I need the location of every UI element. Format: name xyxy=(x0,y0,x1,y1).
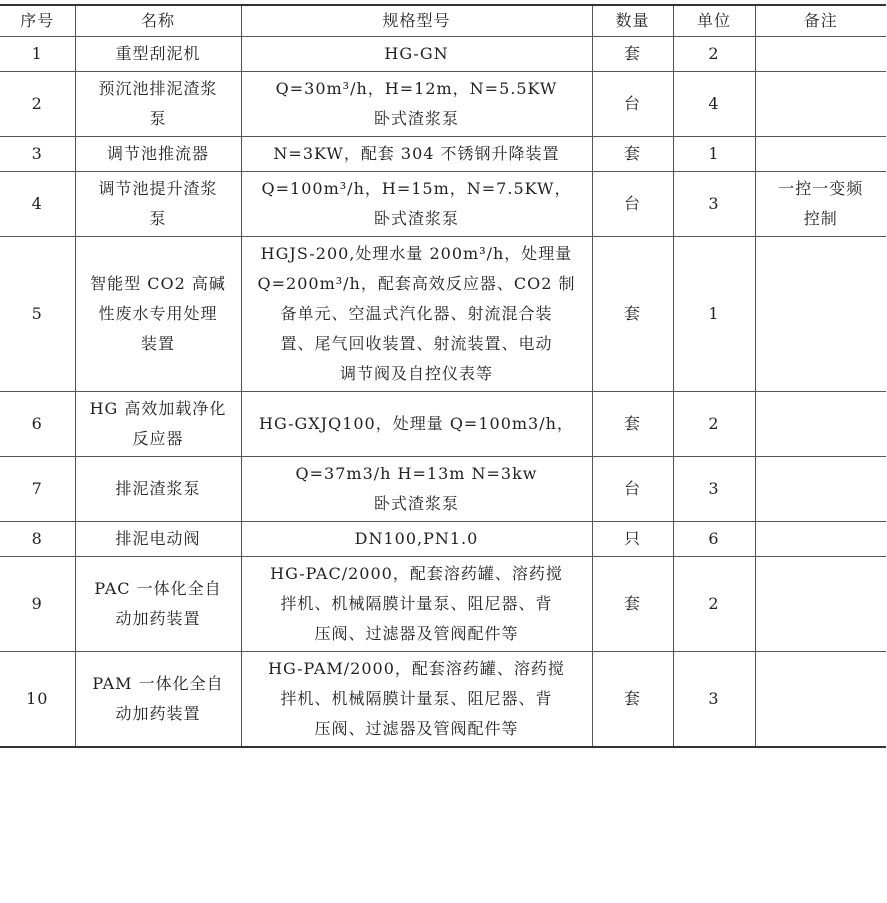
cell-name: 预沉池排泥渣浆 泵 xyxy=(75,72,241,137)
cell-spec: HG-PAC/2000，配套溶药罐、溶药搅 拌机、机械隔膜计量泵、阻尼器、背 压阀、过滤器及管阀配件等 xyxy=(241,557,592,652)
cell-spec: Q=37m3/h H=13m N=3kw 卧式渣浆泵 xyxy=(241,457,592,522)
cell-name: 重型刮泥机 xyxy=(75,37,241,72)
cell-name: PAM 一体化全自 动加药装置 xyxy=(75,652,241,748)
table-row xyxy=(0,557,886,652)
cell-remarks xyxy=(755,457,886,522)
cell-remarks xyxy=(755,392,886,457)
cell-remarks xyxy=(755,137,886,172)
cell-unit: 6 xyxy=(673,522,755,557)
table-row xyxy=(0,37,886,72)
header-spec: 规格型号 xyxy=(241,5,592,37)
cell-remarks xyxy=(755,37,886,72)
cell-name: 智能型 CO2 高碱 性废水专用处理 装置 xyxy=(75,237,241,392)
cell-unit: 2 xyxy=(673,557,755,652)
cell-index: 1 xyxy=(0,37,75,72)
cell-index: 8 xyxy=(0,522,75,557)
table-row xyxy=(0,172,886,237)
cell-quantity: 套 xyxy=(592,392,673,457)
cell-unit: 2 xyxy=(673,37,755,72)
cell-quantity: 套 xyxy=(592,237,673,392)
cell-index: 3 xyxy=(0,137,75,172)
table-row xyxy=(0,392,886,457)
header-row xyxy=(0,5,886,37)
cell-quantity: 台 xyxy=(592,457,673,522)
cell-unit: 1 xyxy=(673,137,755,172)
cell-index: 2 xyxy=(0,72,75,137)
cell-name: 排泥电动阀 xyxy=(75,522,241,557)
cell-unit: 1 xyxy=(673,237,755,392)
table-row xyxy=(0,72,886,137)
cell-unit: 3 xyxy=(673,652,755,748)
cell-name: 调节池推流器 xyxy=(75,137,241,172)
cell-spec: HGJS-200,处理水量 200m³/h，处理量 Q=200m³/h，配套高效反应器、CO2 制 备单元、空温式汽化器、射流混合装 置、尾气回收装置、射流装置、电动 调节阀及自控仪表等 xyxy=(241,237,592,392)
cell-remarks xyxy=(755,72,886,137)
cell-remarks xyxy=(755,237,886,392)
cell-unit: 3 xyxy=(673,172,755,237)
equipment-table xyxy=(0,4,886,748)
cell-spec: Q=30m³/h，H=12m，N=5.5KW 卧式渣浆泵 xyxy=(241,72,592,137)
cell-unit: 2 xyxy=(673,392,755,457)
header-name: 名称 xyxy=(75,5,241,37)
cell-remarks xyxy=(755,652,886,748)
header-unit: 单位 xyxy=(673,5,755,37)
table-row xyxy=(0,457,886,522)
cell-quantity: 只 xyxy=(592,522,673,557)
table-row xyxy=(0,237,886,392)
cell-spec: HG-GN xyxy=(241,37,592,72)
cell-remarks xyxy=(755,557,886,652)
cell-spec: HG-PAM/2000，配套溶药罐、溶药搅 拌机、机械隔膜计量泵、阻尼器、背 压阀、过滤器及管阀配件等 xyxy=(241,652,592,748)
cell-quantity: 台 xyxy=(592,172,673,237)
cell-quantity: 套 xyxy=(592,137,673,172)
cell-unit: 3 xyxy=(673,457,755,522)
header-remarks: 备注 xyxy=(755,5,886,37)
cell-spec: Q=100m³/h，H=15m，N=7.5KW， 卧式渣浆泵 xyxy=(241,172,592,237)
cell-index: 6 xyxy=(0,392,75,457)
cell-spec: DN100,PN1.0 xyxy=(241,522,592,557)
table-row xyxy=(0,137,886,172)
table-row xyxy=(0,652,886,748)
header-index: 序号 xyxy=(0,5,75,37)
cell-quantity: 套 xyxy=(592,557,673,652)
cell-quantity: 套 xyxy=(592,652,673,748)
cell-remarks: 一控一变频 控制 xyxy=(755,172,886,237)
table-row xyxy=(0,522,886,557)
cell-remarks xyxy=(755,522,886,557)
cell-name: 调节池提升渣浆 泵 xyxy=(75,172,241,237)
cell-name: PAC 一体化全自 动加药装置 xyxy=(75,557,241,652)
cell-quantity: 台 xyxy=(592,72,673,137)
cell-name: HG 高效加载净化 反应器 xyxy=(75,392,241,457)
cell-name: 排泥渣浆泵 xyxy=(75,457,241,522)
cell-spec: HG-GXJQ100，处理量 Q=100m3/h， xyxy=(241,392,592,457)
cell-index: 10 xyxy=(0,652,75,748)
header-quantity: 数量 xyxy=(592,5,673,37)
cell-index: 5 xyxy=(0,237,75,392)
cell-index: 7 xyxy=(0,457,75,522)
cell-spec: N=3KW，配套 304 不锈钢升降装置 xyxy=(241,137,592,172)
cell-quantity: 套 xyxy=(592,37,673,72)
cell-unit: 4 xyxy=(673,72,755,137)
cell-index: 9 xyxy=(0,557,75,652)
cell-index: 4 xyxy=(0,172,75,237)
